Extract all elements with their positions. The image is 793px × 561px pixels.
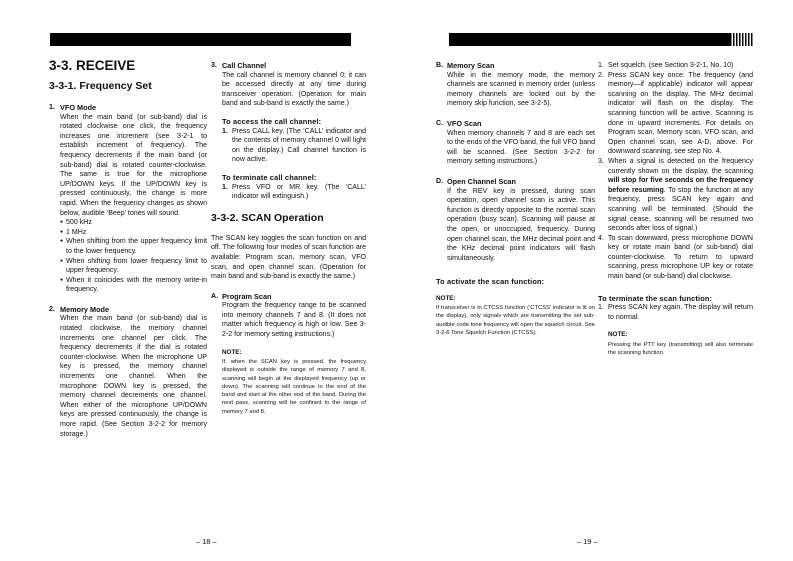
right-page-column-1 (436, 61, 595, 337)
activate-step (598, 61, 753, 71)
vfo-scan-item (436, 119, 595, 167)
vfo-mode-item (49, 103, 207, 295)
item-title: Memory Scan (447, 61, 495, 70)
step-number: 1. (222, 127, 228, 135)
left-page-column-2 (211, 61, 366, 416)
item-body: When memory channels 7 and 8 are each set to the ends of the VFO band, the full VFO band will be scanned. (See Section 3-2-2 for memory setting instructions.) (447, 129, 595, 166)
memory-mode-item (49, 305, 207, 439)
item-title: Memory Mode (60, 304, 110, 314)
step-number: 1. (598, 62, 604, 69)
right-page-column-2 (598, 61, 753, 357)
program-scan-item (211, 292, 366, 416)
step-text: Press CALL key. (The ‘CALL’ indicator and the contents of memory channel 0 will light on the display.) Call channel function is now active. (232, 127, 366, 164)
item-letter: C. (436, 119, 444, 127)
left-page-column-1 (49, 58, 207, 439)
step-text-after: . To stop the function at any frequency, press SCAN key again and scanning will be terminated. (Should the signal cease, scanning will be resumed two seconds after loss of signal.) (608, 186, 753, 233)
step-number: 4. (598, 234, 604, 242)
open-channel-scan-item (436, 177, 595, 263)
step-text-before: When a signal is detected on the frequency currently shown on the display, the scanning (608, 157, 753, 175)
subsection-title-scan-operation: 3-3-2. SCAN Operation (211, 211, 324, 224)
step-text: Press SCAN key again. The display will return to normal. (608, 304, 753, 321)
ctcss-note (436, 295, 595, 337)
page-number-19: – 19 – (577, 537, 598, 546)
step-number: 2. (598, 71, 604, 79)
step-number: 3. (598, 157, 604, 165)
access-step (222, 127, 366, 165)
section-title: 3-3. RECEIVE (49, 58, 136, 73)
item-letter: A. (211, 292, 219, 300)
item-body: When the main band (or sub-band) dial is rotated clockwise one click, the frequency increases one increment (see 3-2-1 to establish increment of frequency). The frequency decrements if the main band (or sub-band) dial is rotated counter-clockwise. The same is true for the microphone UP/DOWN keys. If the UP/DOWN key is pressed continuously, the change is more rapid. When the frequency changes as shown below, audible ‘Beep’ tones will sound. (60, 113, 207, 217)
activate-step (598, 157, 753, 234)
note-text: Pressing the PTT key (transmitting) will also terminate the scanning function. (608, 341, 753, 357)
item-body: If the REV key is pressed, during scan operation, open channel scan is active. This function is directly opposite to the normal scan operation (busy scan). Scanning will pause at the open, or unoccupied, frequency. During open channel scan, the MHz decimal point and the KHz decimal point indicators will flash simultaneously. (447, 187, 595, 262)
page-number-18: – 18 – (196, 537, 217, 546)
step-text: Set squelch. (see Section 3-2-1, No. 10) (608, 62, 734, 69)
terminate-step (598, 303, 753, 322)
item-title: Open Channel Scan (447, 176, 516, 186)
item-title: VFO Mode (60, 103, 97, 112)
subsection-title-frequency-set: 3-3-1. Frequency Set (49, 80, 152, 92)
item-title: VFO Scan (447, 118, 482, 128)
access-call-channel-heading: To access the call channel: (222, 116, 322, 126)
page-edge-barcode-marker (730, 33, 754, 46)
item-body: Program the frequency range to be scanned into memory channels 7 and 8. (It does not matter which frequency is high or low. See 3-2-2 for memory setting instructions.) (222, 302, 366, 339)
step-number: 1. (598, 304, 604, 312)
list-item: ● When shifting from lower frequency limit to upper frequency. (60, 257, 207, 276)
memory-scan-item (436, 61, 595, 109)
step-number: 1. (222, 183, 228, 191)
item-body: When the main band (or sub-band) dial is rotated clockwise, the memory channel increments one channel per click. The frequency decrements if the dial is rotated counter-clockwise. When the microphone UP key is pressed, the memory channel increments one channel. When the microphone DOWN key is pressed, the memory channel decrements one channel. When either of the microphone UP/DOWN keys are pressed continuously, the change is more rapid. (See Section 3-2-2 for memory storage.) (60, 315, 207, 438)
note-text: If, when the SCAN key is pressed, the frequency displayed is outside the range of memory 7 and 8, scanning will begin at the displayed frequency (up or down). The scanning will continue to the end of the band and start at the other end of the band. During the next pass, scanning will be confined to the range of memory 7 and 8. (222, 358, 366, 415)
item-letter: B. (436, 62, 444, 69)
item-number: 3. (211, 62, 217, 69)
list-item: ● When it coincides with the memory write-in frequency. (60, 276, 207, 295)
note-label: NOTE: (436, 294, 456, 302)
terminate-scan-heading: To terminate the scan function: (598, 293, 713, 303)
activate-step (598, 71, 753, 157)
left-page-header-bar (50, 33, 351, 46)
item-number: 2. (49, 305, 55, 313)
beep-conditions-list (60, 218, 207, 295)
step-text-emphasis: will stop for five seconds on the frequency before resuming (608, 177, 753, 194)
list-item: ● 1 MHz (60, 228, 207, 238)
note-label: NOTE: (608, 331, 628, 339)
step-text: To scan downward, press microphone DOWN key or rotate main band (or sub-band) dial counter-clockwise. To return to upward scanning, press microphone UP key or rotate main band (or sub-band) dial clockwise. (608, 234, 753, 281)
activate-scan-heading: To activate the scan function: (436, 277, 545, 287)
item-body: While in the memory mode, the memory channels are scanned in memory order (unless memory channels are locked out by the memory skip function, see 3-2-5). (447, 71, 595, 108)
terminate-step (222, 183, 366, 202)
activate-step (598, 234, 753, 282)
item-letter: D. (436, 177, 444, 185)
item-number: 1. (49, 104, 55, 111)
note-text: If transceiver is in CTCSS function (‘CTCSS’ indicator is lit on the display), only signals which are transmitting the set sub-audible code tone frequency will open the squelch circuit. See 3-2-6 Tone Squelch Function (CTCSS). (436, 305, 595, 337)
right-page-header-bar (449, 33, 730, 46)
item-body: The call channel is memory channel 0; it can be accessed directly at any time during transceiver operation. (Operation for main band and sub-band is exactly the same.) (222, 71, 366, 108)
scan-intro-paragraph: The SCAN key toggles the scan function on and off. The following four modes of scan function are available: Program scan, memory scan, VFO scan, and open channel scan. (Operation for main band and sub-band is exactly the same.) (211, 234, 366, 281)
program-scan-note (222, 349, 366, 416)
terminate-call-channel-heading: To terminate call channel: (222, 172, 317, 182)
item-title: Program Scan (222, 291, 272, 301)
item-title: Call Channel (222, 61, 267, 70)
call-channel-item (211, 61, 366, 202)
ptt-note (598, 331, 753, 357)
list-item: ● 500 kHz (60, 218, 207, 228)
list-item: ● When shifting from the upper frequency limit to the lower frequency. (60, 237, 207, 256)
note-label: NOTE: (222, 348, 242, 356)
step-text: Press SCAN key once. The frequency (and memory—if applicable) indicator will appear scanning on the display. The MHz decimal indicator will flash on the display. The scanning function will be active. Scanning is done in upward increments. For details on Program scan, Memory scan, VFO scan, and Open channel scan, see A-D, above. For downward scanning, see step No. 4. (608, 71, 753, 156)
step-text: Press VFO or MR key. (The ‘CALL’ indicator will extinguish.) (232, 183, 366, 201)
